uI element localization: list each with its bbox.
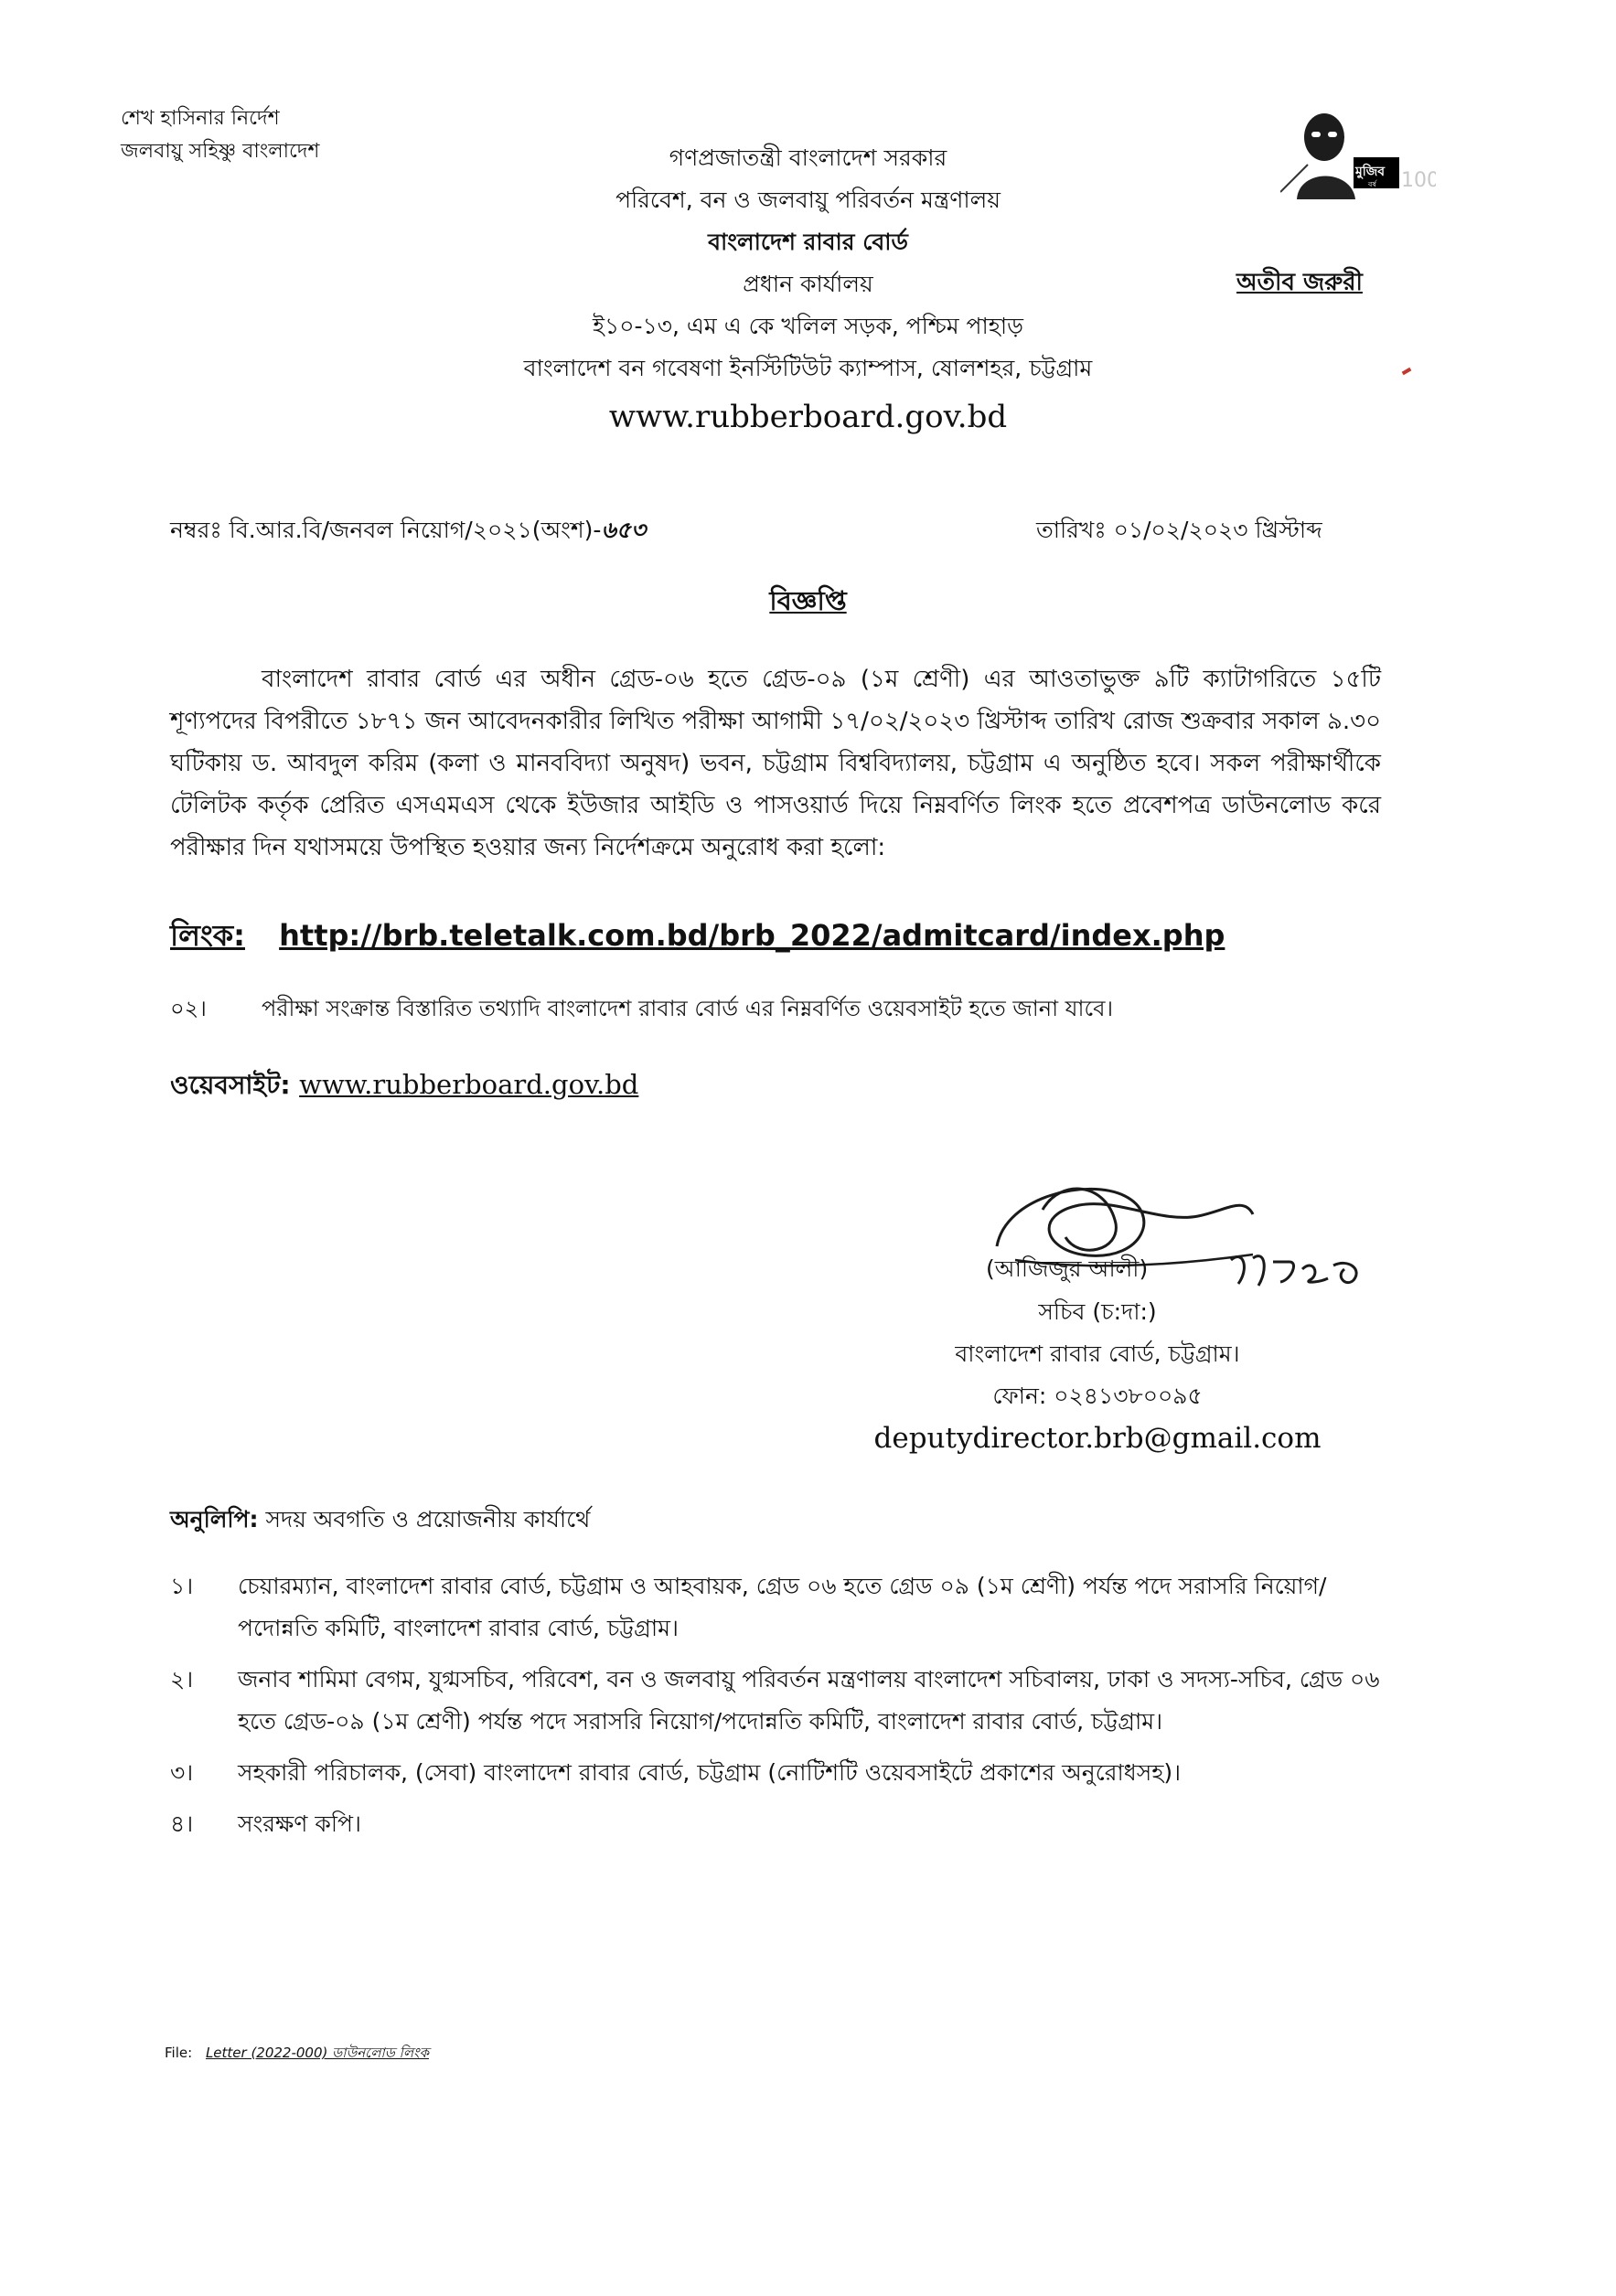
point-02-number: ০২।	[170, 996, 207, 1021]
list-item-number: ১।	[170, 1573, 194, 1599]
link-label: লিংক:	[170, 918, 245, 953]
admit-card-link[interactable]: http://brb.teletalk.com.bd/brb_2022/admitcard/index.php	[279, 918, 1225, 953]
list-item-number: ৪।	[170, 1810, 194, 1837]
logo-text-borsho: বর্ষ	[1368, 180, 1376, 188]
list-item-text: সহকারী পরিচালক, (সেবা) বাংলাদেশ রাবার বোর্ড, চট্টগ্রাম (নোটিশটি ওয়েবসাইটে প্রকাশের অনুরোধসহ)।	[238, 1759, 1182, 1786]
header-address-line-2: বাংলাদেশ বন গবেষণা ইনস্টিটিউট ক্যাম্পাস, ষোলশহর, চট্টগ্রাম	[523, 355, 1093, 381]
list-item-number: ৩।	[170, 1759, 194, 1786]
website-row	[170, 1065, 638, 1108]
copy-to-text: সদয় অবগতি ও প্রয়োজনীয় কার্যার্থে	[265, 1506, 591, 1532]
memo-number-handwritten: ৬৫৩	[601, 517, 647, 543]
signatory-org: বাংলাদেশ রাবার বোর্ড, চট্টগ্রাম।	[955, 1340, 1240, 1367]
signatory-phone: ফোন: ০২৪১৩৮০০৯৫	[992, 1383, 1203, 1409]
notice-title: বিজ্ঞপ্তি	[769, 585, 847, 616]
list-item-text: জনাব শামিমা বেগম, যুগ্মসচিব, পরিবেশ, বন ও জলবায়ু পরিবর্তন মন্ত্রণালয় বাংলাদেশ সচিবালয়, ঢাকা ও সদস্য-সচিব, গ্রেড ০৬ হতে গ্রেড-০৯ (১ম শ্রেণী) পর্যন্ত পদে সরাসরি নিয়োগ/পদোন্নতি কমিটি, বাংলাদেশ রাবার বোর্ড, চট্টগ্রাম।	[238, 1666, 1380, 1735]
letterhead	[0, 137, 1616, 443]
file-link[interactable]: Letter (2022-000) ডাউনলোড লিংক	[205, 2045, 429, 2061]
signatory-name: (আজিজুর আলী)	[986, 1255, 1149, 1282]
list-item-text: সংরক্ষণ কপি।	[238, 1810, 361, 1837]
header-address-line-1: ই১০-১৩, এম এ কে খলিল সড়ক, পশ্চিম পাহাড়	[592, 313, 1024, 339]
slogan-line-1: শেখ হাসিনার নির্দেশ	[121, 107, 280, 130]
list-item-text: চেয়ারম্যান, বাংলাদেশ রাবার বোর্ড, চট্টগ্রাম ও আহবায়ক, গ্রেড ০৬ হতে গ্রেড ০৯ (১ম শ্রেণী) পর্যন্ত পদে সরাসরি নিয়োগ/পদোন্নতি কমিটি, বাংলাদেশ রাবার বোর্ড, চট্টগ্রাম।	[238, 1573, 1327, 1641]
file-label: File:	[165, 2045, 193, 2061]
website-label: ওয়েবসাইট:	[170, 1070, 291, 1100]
memo-number	[170, 512, 646, 551]
list-item	[170, 1752, 1386, 1794]
point-02	[170, 992, 1113, 1029]
copy-to-heading	[170, 1501, 590, 1541]
list-item-number: ২।	[170, 1666, 194, 1693]
point-02-text: পরীক্ষা সংক্রান্ত বিস্তারিত তথ্যাদি বাংলাদেশ রাবার বোর্ড এর নিম্নবর্ণিত ওয়েবসাইট হতে জানা যাবে।	[262, 996, 1114, 1021]
signatory-block	[860, 1291, 1335, 1459]
file-footer	[165, 2043, 429, 2066]
urgent-label: অতীব জরুরী	[1236, 269, 1363, 296]
admit-card-link-row	[170, 913, 1225, 962]
list-item	[170, 1803, 1386, 1845]
issue-date: তারিখঃ ০১/০২/২০২৩ খ্রিস্টাব্দ	[1036, 517, 1322, 543]
signatory-email[interactable]: deputydirector.brb@gmail.com	[873, 1422, 1322, 1455]
logo-text-100: 100	[1401, 169, 1436, 192]
signatory-designation: সচিব (চ:দা:)	[1038, 1298, 1157, 1325]
header-board-name: বাংলাদেশ রাবার বোর্ড	[708, 229, 908, 255]
list-item	[170, 1565, 1386, 1650]
header-head-office: প্রধান কার্যালয়	[743, 271, 873, 297]
header-website: www.rubberboard.gov.bd	[608, 399, 1008, 435]
memo-number-prefix: নম্বরঃ বি.আর.বি/জনবল নিয়োগ/২০২১(অংশ)-	[170, 517, 602, 543]
notice-body: বাংলাদেশ রাবার বোর্ড এর অধীন গ্রেড-০৬ হতে গ্রেড-০৯ (১ম শ্রেণী) এর আওতাভুক্ত ৯টি ক্যাটাগরিতে ১৫টি শূণ্যপদের বিপরীতে ১৮৭১ জন আবেদনকারীর লিখিত পরীক্ষা আগামী ১৭/০২/২০২৩ খ্রিস্টাব্দ তারিখ রোজ শুক্রবার সকাল ৯.৩০ ঘটিকায় ড. আবদুল করিম (কলা ও মানববিদ্যা অনুষদ) ভবন, চট্টগ্রাম বিশ্ববিদ্যালয়, চট্টগ্রাম এ অনুষ্ঠিত হবে। সকল পরীক্ষার্থীকে টেলিটক কর্তৃক প্রেরিত এসএমএস থেকে ইউজার আইডি ও পাসওয়ার্ড দিয়ে নিম্নবর্ণিত লিংক হতে প্রবেশপত্র ডাউনলোড করে পরীক্ষার দিন যথাসময়ে উপস্থিত হওয়ার জন্য নির্দেশক্রমে অনুরোধ করা হলো:	[170, 666, 1381, 861]
header-ministry: পরিবেশ, বন ও জলবায়ু পরিবর্তন মন্ত্রণালয়	[615, 187, 1001, 213]
copy-to-label: অনুলিপি:	[170, 1506, 259, 1532]
website-link[interactable]: www.rubberboard.gov.bd	[299, 1069, 639, 1100]
header-government: গণপ্রজাতন্ত্রী বাংলাদেশ সরকার	[669, 144, 947, 171]
logo-text-mujib: মুজিব	[1355, 165, 1386, 179]
slogan-line-2: জলবায়ু সহিষ্ণু বাংলাদেশ	[121, 140, 320, 163]
copy-to-list	[170, 1565, 1386, 1854]
list-item	[170, 1659, 1386, 1743]
signature-date-scribble	[1225, 1242, 1372, 1297]
